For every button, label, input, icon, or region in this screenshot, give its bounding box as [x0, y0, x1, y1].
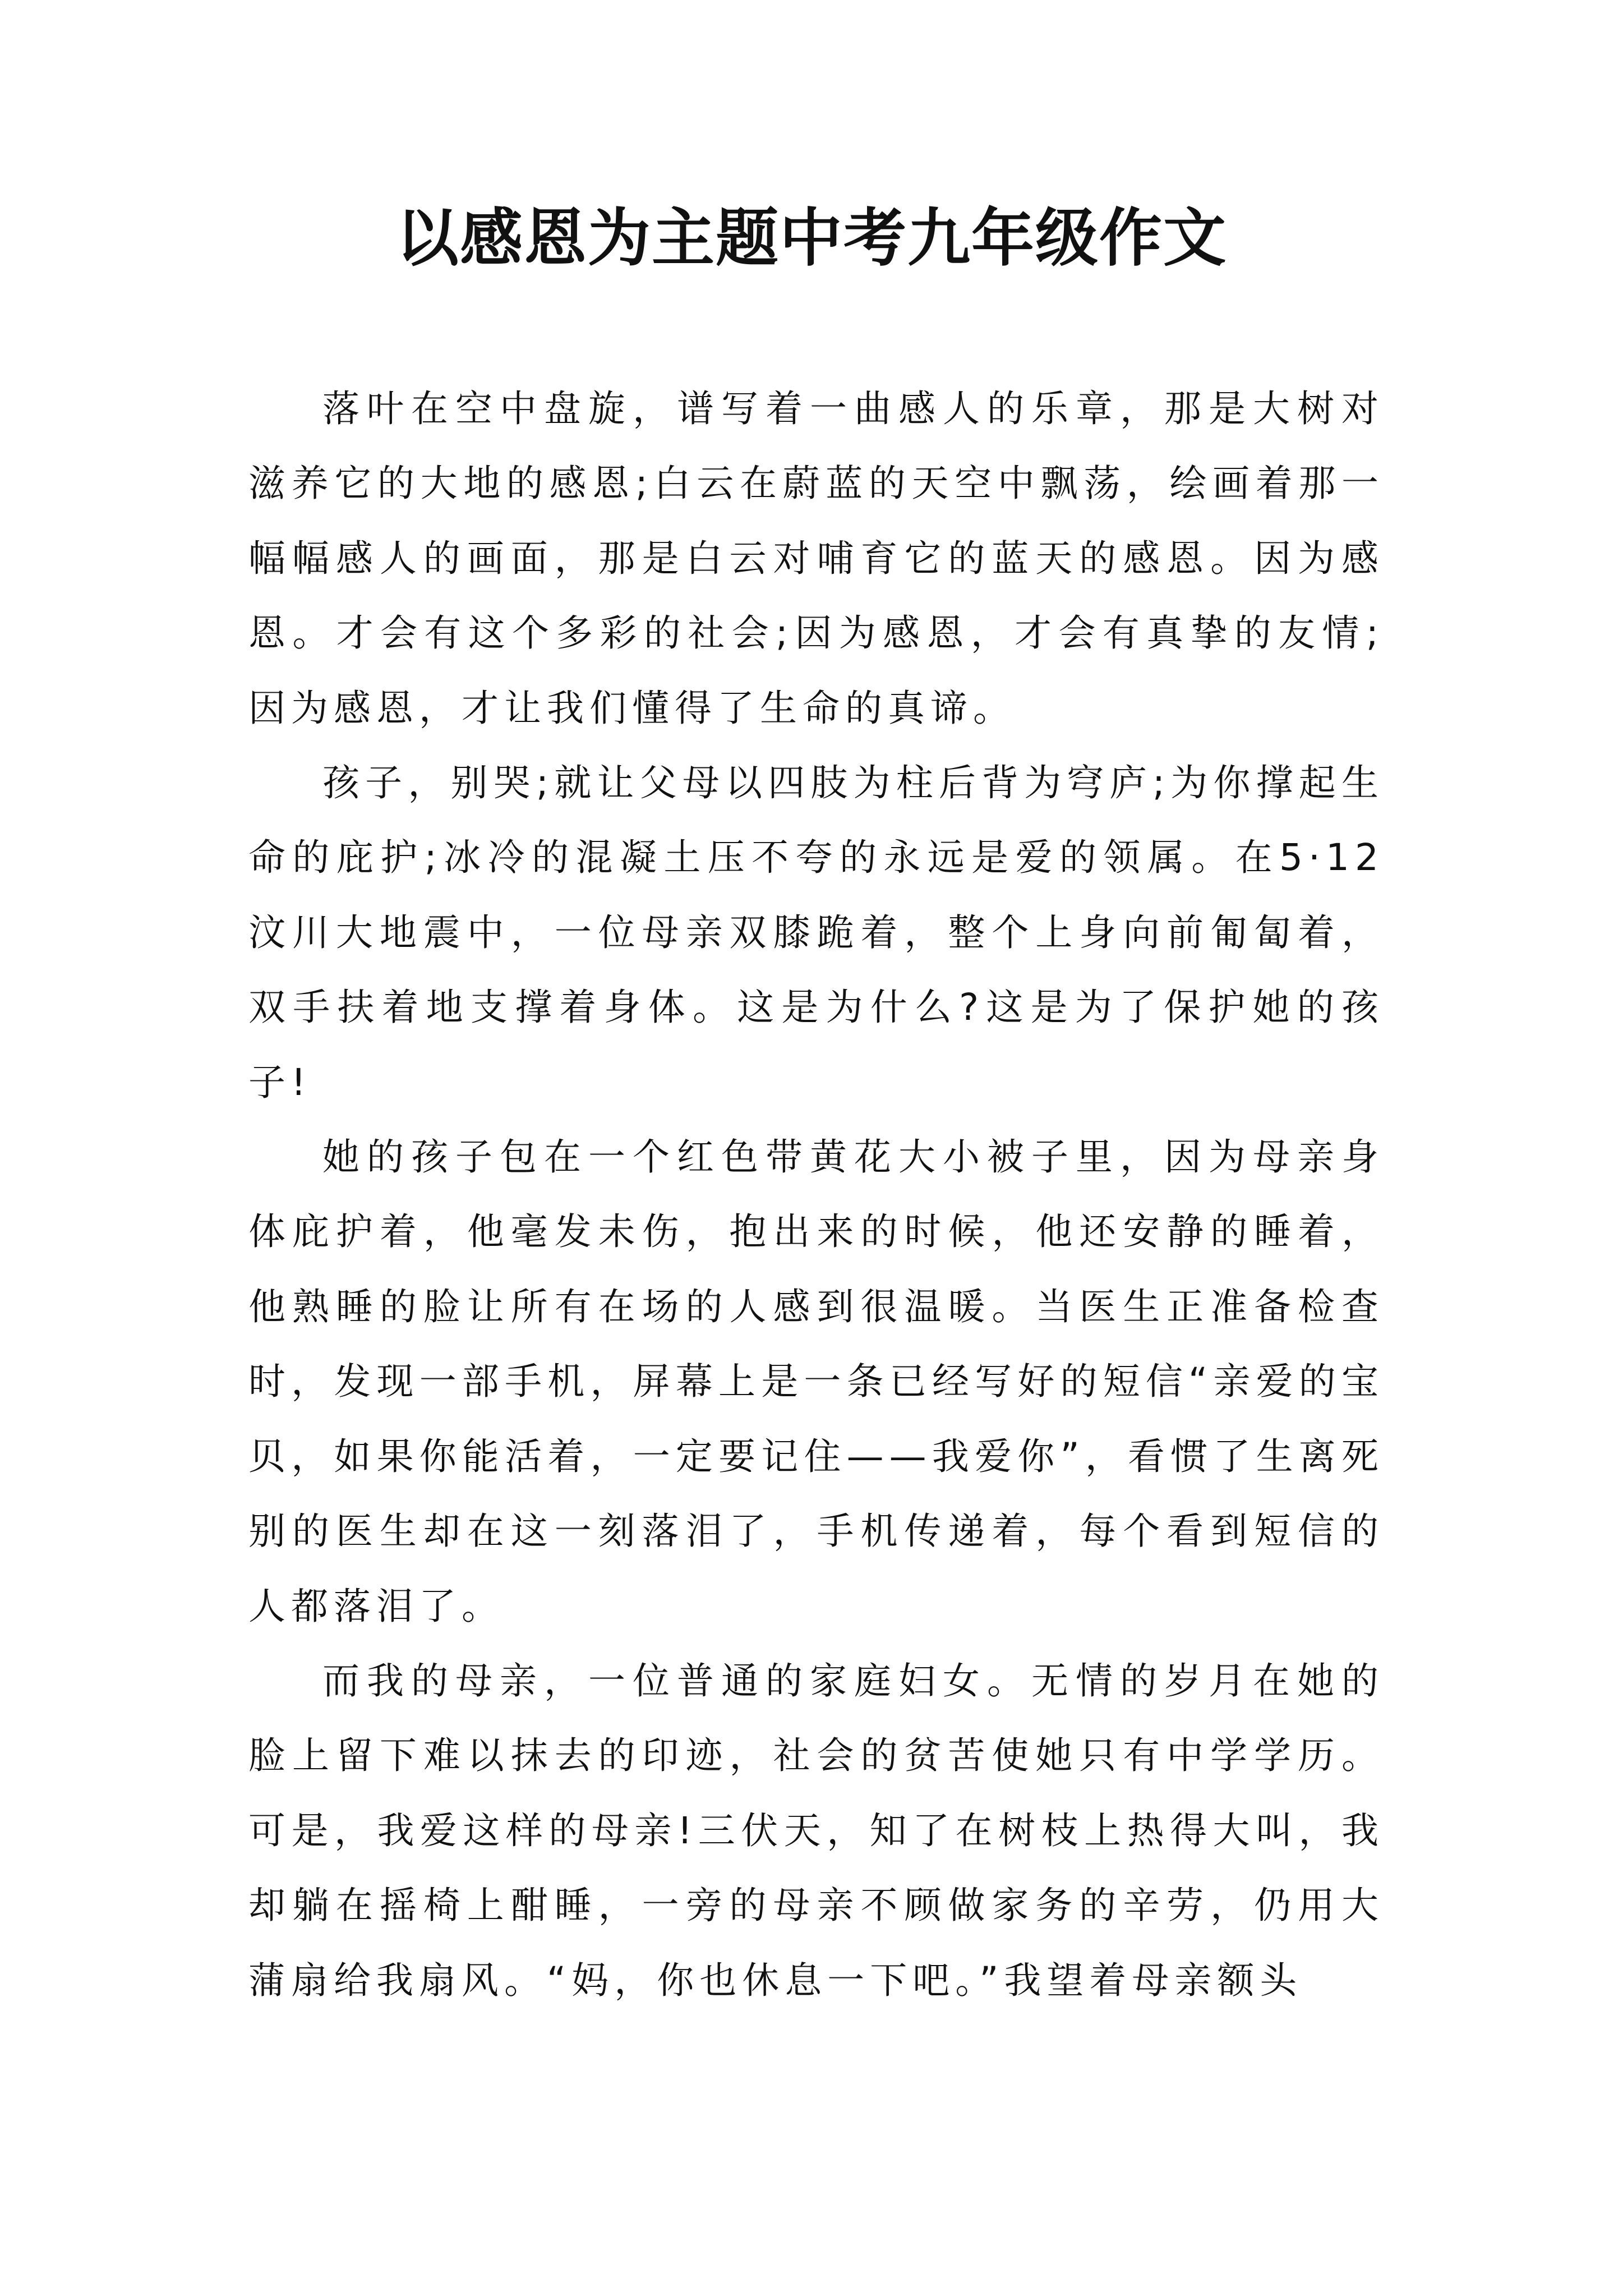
paragraph: 落叶在空中盘旋，谱写着一曲感人的乐章，那是大树对滋养它的大地的感恩;白云在蔚蓝的天空中飘荡，绘画着那一幅幅感人的画面，那是白云对哺育它的蓝天的感恩。因为感恩。才会有这个多彩的社会;因为感恩，才会有真挚的友情;因为感恩，才让我们懂得了生命的真谛。	[248, 387, 1384, 730]
document-body	[248, 371, 1384, 2018]
paragraph: 而我的母亲，一位普通的家庭妇女。无情的岁月在她的脸上留下难以抹去的印迹，社会的贫苦使她只有中学学历。可是，我爱这样的母亲!三伏天，知了在树枝上热得大叫，我却躺在摇椅上酣睡，一旁的母亲不顾做家务的辛劳，仍用大蒲扇给我扇风。“妈，你也休息一下吧。”我望着母亲额头	[248, 1659, 1384, 2002]
paragraph: 孩子，别哭;就让父母以四肢为柱后背为穹庐;为你撑起生命的庇护;冰冷的混凝土压不夸的永远是爱的领属。在5·12汶川大地震中，一位母亲双膝跪着，整个上身向前匍匐着，双手扶着地支撑着身体。这是为什么?这是为了保护她的孩子!	[248, 761, 1384, 1104]
paragraph: 她的孩子包在一个红色带黄花大小被子里，因为母亲身体庇护着，他毫发未伤，抱出来的时候，他还安静的睡着，他熟睡的脸让所有在场的人感到很温暖。当医生正准备检查时，发现一部手机，屏幕上是一条已经写好的短信“亲爱的宝贝，如果你能活着，一定要记住——我爱你”，看惯了生离死别的医生却在这一刻落泪了，手机传递着，每个看到短信的人都落泪了。	[248, 1135, 1384, 1628]
document-title: 以感恩为主题中考九年级作文	[396, 201, 1227, 275]
